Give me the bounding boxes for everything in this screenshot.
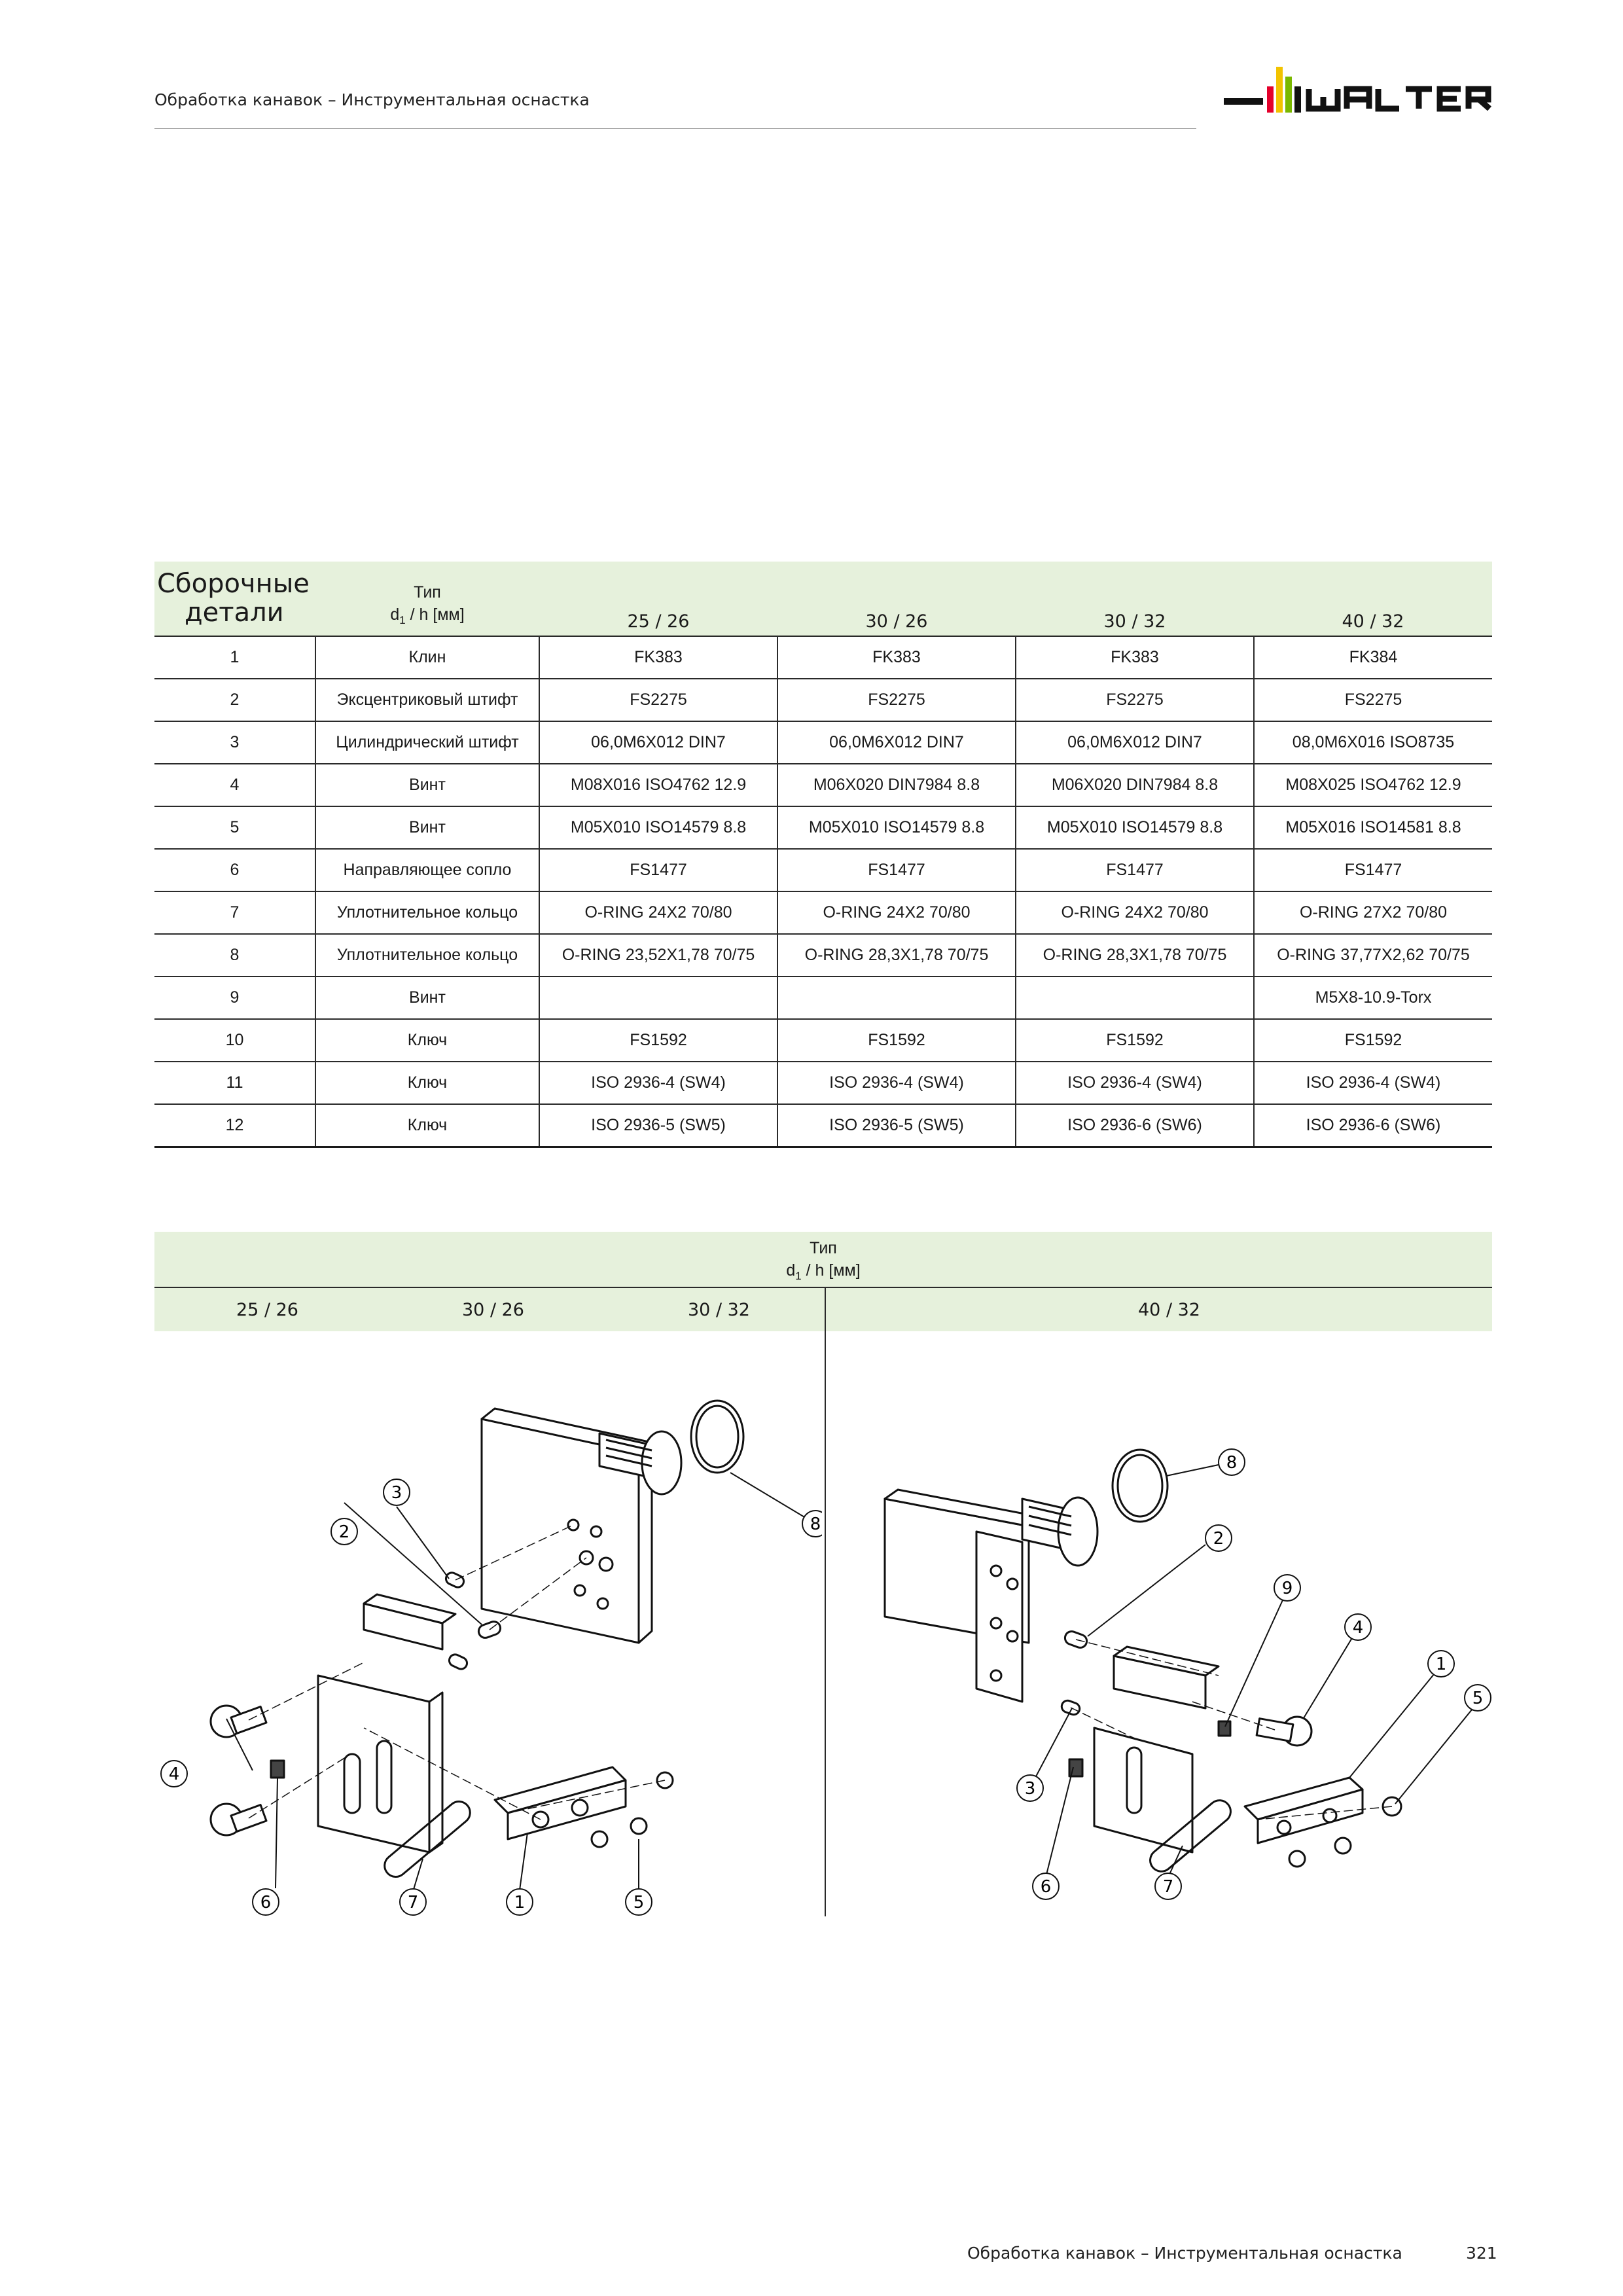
table-cell-c4: ISO 2936-4 (SW4) xyxy=(1254,1062,1492,1104)
table-cell-c3: FK383 xyxy=(1016,636,1254,679)
table-title-line2: детали xyxy=(185,598,284,628)
dim-label: $d_1$ / h [мм] xyxy=(390,605,465,626)
screw-4 xyxy=(211,1706,266,1835)
table-cell-c3: ISO 2936-4 (SW4) xyxy=(1016,1062,1254,1104)
table-cell-name: Ключ xyxy=(315,1019,539,1062)
callout xyxy=(383,1479,410,1505)
table-cell-no: 12 xyxy=(154,1104,315,1147)
size-header-1: 25 / 26 xyxy=(539,562,777,636)
table-cell-c4: M08X025 ISO4762 12.9 xyxy=(1254,764,1492,806)
table-cell-name: Эксцентриковый штифт xyxy=(315,679,539,721)
table-cell-no: 4 xyxy=(154,764,315,806)
diagram-header xyxy=(154,1232,1492,1288)
table-row xyxy=(154,1104,1492,1147)
table-cell-c4: O-RING 27X2 70/80 xyxy=(1254,891,1492,934)
table-cell-name: Винт xyxy=(315,977,539,1019)
clamp-block xyxy=(1094,1647,1219,1852)
table-cell-c4: 08,0M6X016 ISO8735 xyxy=(1254,721,1492,764)
table-cell-c2: M06X020 DIN7984 8.8 xyxy=(777,764,1016,806)
table-cell-c4: M05X016 ISO14581 8.8 xyxy=(1254,806,1492,849)
table-cell-name: Клин xyxy=(315,636,539,679)
callout xyxy=(802,1511,822,1537)
table-cell-c3: M05X010 ISO14579 8.8 xyxy=(1016,806,1254,849)
svg-text:6: 6 xyxy=(260,1893,272,1912)
table-cell-no: 10 xyxy=(154,1019,315,1062)
table-cell-c4: FS2275 xyxy=(1254,679,1492,721)
table-row xyxy=(154,977,1492,1019)
table-cell-no: 2 xyxy=(154,679,315,721)
svg-text:4: 4 xyxy=(1352,1618,1364,1638)
table-cell-no: 3 xyxy=(154,721,315,764)
table-cell-c2: ISO 2936-5 (SW5) xyxy=(777,1104,1016,1147)
table-cell-name: Ключ xyxy=(315,1104,539,1147)
table-cell-no: 11 xyxy=(154,1062,315,1104)
table-cell-no: 6 xyxy=(154,849,315,891)
table-cell-name: Уплотнительное кольцо xyxy=(315,934,539,977)
table-cell-c1: M08X016 ISO4762 12.9 xyxy=(539,764,777,806)
table-row xyxy=(154,721,1492,764)
table-row xyxy=(154,934,1492,977)
table-cell-c3: M06X020 DIN7984 8.8 xyxy=(1016,764,1254,806)
table-cell-c1: O-RING 23,52X1,78 70/75 xyxy=(539,934,777,977)
svg-text:1: 1 xyxy=(1435,1655,1447,1674)
screw-9 xyxy=(1219,1721,1230,1736)
table-row xyxy=(154,679,1492,721)
table-cell-name: Ключ xyxy=(315,1062,539,1104)
table-row xyxy=(154,1019,1492,1062)
screw-4 xyxy=(1257,1717,1311,1746)
table-cell-name: Цилиндрический штифт xyxy=(315,721,539,764)
tool-body xyxy=(885,1490,1042,1702)
exploded-view-left xyxy=(154,1335,822,1924)
table-cell-c2: FK383 xyxy=(777,636,1016,679)
walter-logo xyxy=(1224,60,1492,132)
svg-text:3: 3 xyxy=(391,1483,402,1503)
table-cell-name: Уплотнительное кольцо xyxy=(315,891,539,934)
svg-text:9: 9 xyxy=(1281,1579,1293,1598)
nozzle-6 xyxy=(271,1761,284,1778)
o-ring-8 xyxy=(691,1401,743,1473)
table-row xyxy=(154,891,1492,934)
table-cell-c3: ISO 2936-6 (SW6) xyxy=(1016,1104,1254,1147)
diagram-size-2: 30 / 26 xyxy=(462,1300,524,1320)
table-title xyxy=(154,562,315,636)
table-cell-c1: ISO 2936-5 (SW5) xyxy=(539,1104,777,1147)
table-cell-c2: ISO 2936-4 (SW4) xyxy=(777,1062,1016,1104)
table-cell-c1: ISO 2936-4 (SW4) xyxy=(539,1062,777,1104)
exploded-view-right xyxy=(826,1335,1492,1924)
diagram-size-4: 40 / 32 xyxy=(1138,1300,1200,1320)
table-cell-c3: O-RING 24X2 70/80 xyxy=(1016,891,1254,934)
table-cell-c2: FS2275 xyxy=(777,679,1016,721)
diagram-size-row xyxy=(154,1288,1492,1331)
table-cell-c1: M05X010 ISO14579 8.8 xyxy=(539,806,777,849)
tool-shank xyxy=(1022,1498,1097,1566)
callout xyxy=(1274,1575,1300,1601)
header-rule xyxy=(154,128,1196,129)
o-ring-8 xyxy=(1113,1450,1168,1522)
table-cell-c4: ISO 2936-6 (SW6) xyxy=(1254,1104,1492,1147)
svg-text:1: 1 xyxy=(514,1893,526,1912)
table-cell-c2: 06,0M6X012 DIN7 xyxy=(777,721,1016,764)
table-cell-c1: 06,0M6X012 DIN7 xyxy=(539,721,777,764)
parts-table-body xyxy=(154,636,1492,1147)
type-label: Тип xyxy=(414,583,441,601)
svg-text:3: 3 xyxy=(1024,1779,1036,1799)
table-header-row xyxy=(154,562,1492,636)
parts-table xyxy=(154,562,1492,1148)
svg-text:8: 8 xyxy=(1226,1453,1238,1473)
table-cell-c1: FS1477 xyxy=(539,849,777,891)
table-cell-no: 1 xyxy=(154,636,315,679)
table-cell-c2: M05X010 ISO14579 8.8 xyxy=(777,806,1016,849)
table-cell-name: Винт xyxy=(315,806,539,849)
table-cell-c3: 06,0M6X012 DIN7 xyxy=(1016,721,1254,764)
diagram-size-3: 30 / 32 xyxy=(688,1300,750,1320)
table-cell-c4: O-RING 37,77X2,62 70/75 xyxy=(1254,934,1492,977)
table-cell-c2: FS1592 xyxy=(777,1019,1016,1062)
svg-text:7: 7 xyxy=(1162,1877,1174,1897)
callout xyxy=(400,1889,426,1915)
table-cell-c1: O-RING 24X2 70/80 xyxy=(539,891,777,934)
svg-text:7: 7 xyxy=(407,1893,419,1912)
size-header-2: 30 / 26 xyxy=(777,562,1016,636)
diagram-size-1: 25 / 26 xyxy=(236,1300,298,1320)
table-cell-c4: FS1477 xyxy=(1254,849,1492,891)
table-cell-name: Направляющее сопло xyxy=(315,849,539,891)
table-cell-c1: FS2275 xyxy=(539,679,777,721)
svg-text:5: 5 xyxy=(633,1893,645,1912)
table-cell-name: Винт xyxy=(315,764,539,806)
table-row xyxy=(154,849,1492,891)
svg-text:2: 2 xyxy=(338,1522,350,1542)
callout xyxy=(1205,1525,1232,1551)
walter-wordmark xyxy=(1309,89,1489,109)
callout xyxy=(507,1889,533,1915)
table-cell-no: 9 xyxy=(154,977,315,1019)
callout xyxy=(331,1518,357,1545)
callout xyxy=(161,1761,187,1787)
table-cell-c2: O-RING 24X2 70/80 xyxy=(777,891,1016,934)
callout xyxy=(1017,1775,1043,1801)
table-cell-c1: FK383 xyxy=(539,636,777,679)
table-row xyxy=(154,1062,1492,1104)
size-header-4: 40 / 32 xyxy=(1254,562,1492,636)
callout xyxy=(626,1889,652,1915)
table-row xyxy=(154,806,1492,849)
table-cell-no: 8 xyxy=(154,934,315,977)
wedge-1 xyxy=(495,1767,626,1839)
callout xyxy=(253,1889,279,1915)
table-cell-no: 5 xyxy=(154,806,315,849)
table-cell-c4: FS1592 xyxy=(1254,1019,1492,1062)
table-title-line1: Сборочные xyxy=(157,569,310,599)
table-cell-c4: FK384 xyxy=(1254,636,1492,679)
svg-text:4: 4 xyxy=(168,1765,180,1784)
table-row xyxy=(154,636,1492,679)
table-cell-c3: O-RING 28,3X1,78 70/75 xyxy=(1016,934,1254,977)
callout xyxy=(1465,1685,1491,1711)
table-cell-c4: M5X8-10.9-Torx xyxy=(1254,977,1492,1019)
callout xyxy=(1155,1873,1181,1899)
callout xyxy=(1033,1873,1059,1899)
running-footer: Обработка канавок – Инструментальная оснастка xyxy=(967,2244,1402,2263)
callout xyxy=(1345,1614,1371,1640)
table-cell-no: 7 xyxy=(154,891,315,934)
svg-text:6: 6 xyxy=(1040,1877,1052,1897)
table-cell-c3: FS1592 xyxy=(1016,1019,1254,1062)
wedge-1 xyxy=(1245,1778,1363,1843)
table-cell-c3: FS1477 xyxy=(1016,849,1254,891)
table-cell-c1: FS1592 xyxy=(539,1019,777,1062)
table-cell-c3 xyxy=(1016,977,1254,1019)
clamp-block xyxy=(318,1594,455,1852)
page-number: 321 xyxy=(1466,2244,1497,2263)
diagram-type-label: Тип xyxy=(810,1239,837,1257)
table-cell-c3: FS2275 xyxy=(1016,679,1254,721)
table-cell-c2: O-RING 28,3X1,78 70/75 xyxy=(777,934,1016,977)
svg-text:2: 2 xyxy=(1213,1529,1224,1549)
callout xyxy=(1219,1449,1245,1475)
table-cell-c2: FS1477 xyxy=(777,849,1016,891)
svg-text:5: 5 xyxy=(1472,1689,1484,1708)
running-header: Обработка канавок – Инструментальная оснастка xyxy=(154,90,590,109)
table-row xyxy=(154,764,1492,806)
type-header xyxy=(315,562,539,636)
table-cell-c1 xyxy=(539,977,777,1019)
diagram-dim-label: $d_1$ / h [мм] xyxy=(786,1261,861,1282)
table-cell-c2 xyxy=(777,977,1016,1019)
pin-3 xyxy=(444,1571,466,1589)
size-header-3: 30 / 32 xyxy=(1016,562,1254,636)
callout xyxy=(1428,1651,1454,1677)
svg-text:8: 8 xyxy=(810,1515,821,1534)
